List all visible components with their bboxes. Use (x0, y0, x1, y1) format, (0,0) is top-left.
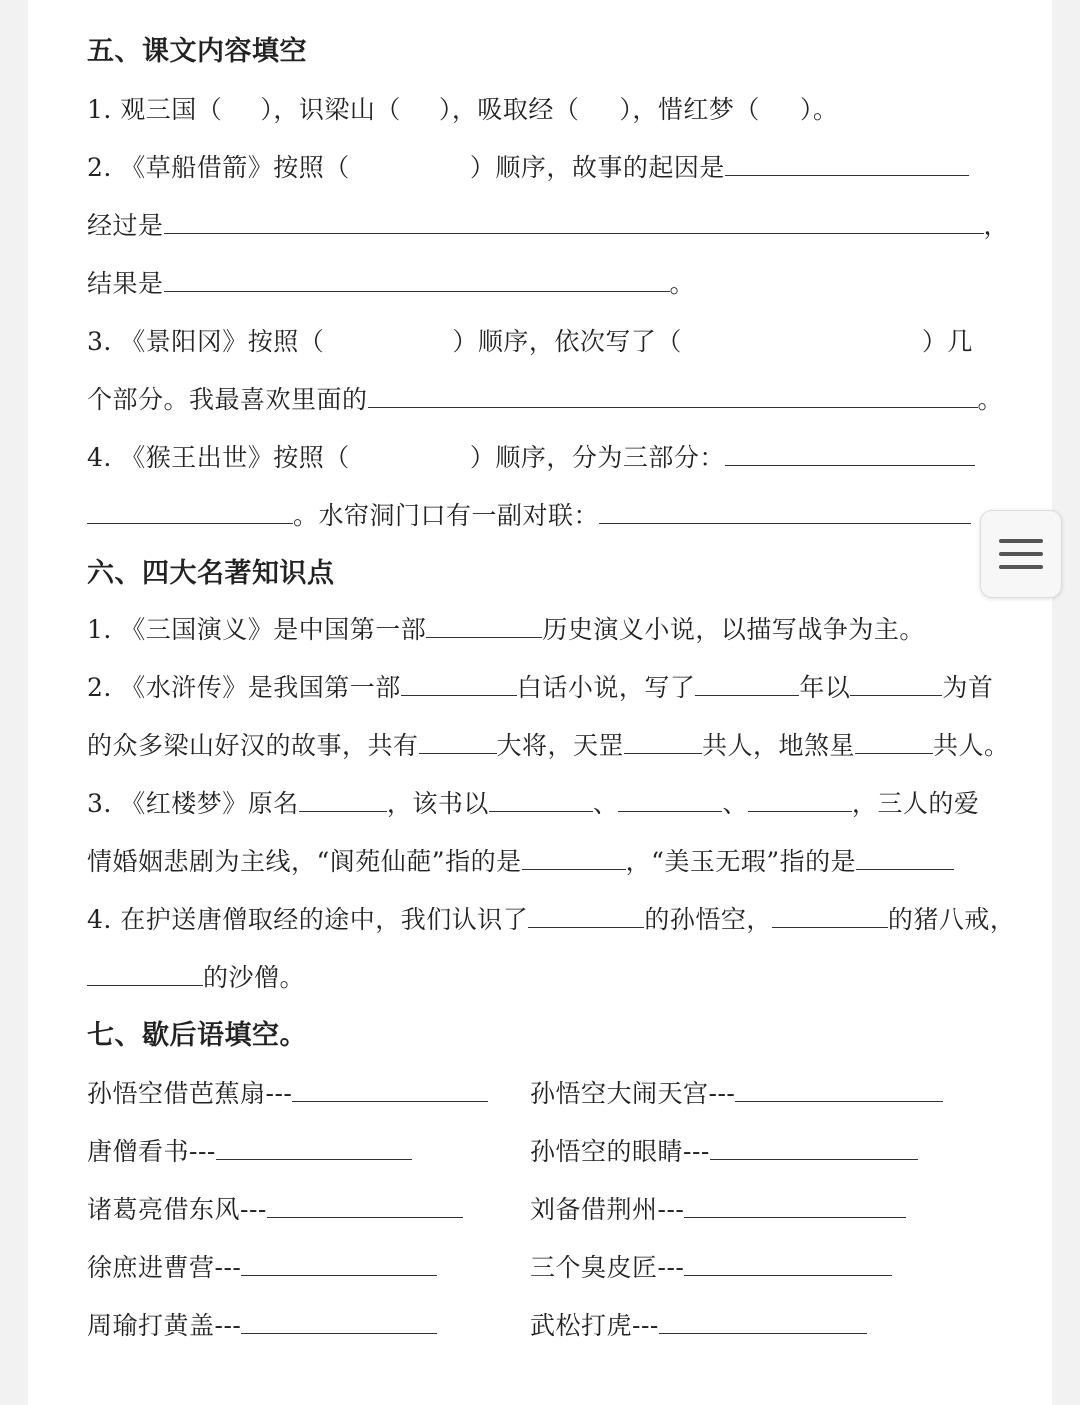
answer-blank (855, 731, 933, 754)
answer-blank (624, 731, 702, 754)
answer-blank (216, 1137, 412, 1160)
sec5-q4-line1: 4. 《猴王出世》按照（ ）顺序，分为三部分： (87, 442, 975, 474)
sec6-q2-line1: 2. 《水浒传》是我国第一部 白话小说，写了 年以 为首 (87, 673, 994, 702)
hamburger-menu-icon (999, 539, 1043, 543)
answer-blank (292, 1079, 488, 1102)
answer-blank (299, 789, 387, 812)
answer-blank (528, 905, 644, 928)
answer-blank (725, 443, 975, 466)
answer-blank (725, 153, 969, 176)
section-7-title: 七、歇后语填空。 (87, 1020, 307, 1051)
answer-blank (419, 731, 497, 754)
sec5-q1: 1. 观三国（ ），识梁山（ ），吸取经（ ），惜红梦（ ）。 (87, 95, 839, 124)
answer-blank (241, 1253, 437, 1276)
answer-blank (87, 963, 203, 986)
proverb-row: 孙悟空借芭蕉扇--- 孙悟空大闹天宫--- (87, 1078, 488, 1110)
section-5-title: 五、课文内容填空 (87, 36, 307, 67)
answer-blank (748, 789, 852, 812)
answer-blank (684, 1195, 906, 1218)
answer-blank (164, 269, 670, 292)
proverb-row: 诸葛亮借东风--- 刘备借荆州--- (87, 1194, 463, 1226)
answer-blank (401, 673, 517, 696)
answer-blank (695, 673, 799, 696)
sec6-q4-line2: 的沙僧。 (87, 962, 305, 994)
answer-blank (241, 1311, 437, 1334)
sec6-q1: 1. 《三国演义》是中国第一部 历史演义小说，以描写战争为主。 (87, 615, 925, 644)
answer-blank (772, 905, 888, 928)
sec5-q4-line2: 。水帘洞门口有一副对联： (87, 500, 971, 532)
section-6-title: 六、四大名著知识点 (87, 558, 335, 589)
answer-blank (735, 1079, 943, 1102)
sec5-q2-line2: 经过是 ， (87, 211, 1010, 240)
proverb-row: 周瑜打黄盖--- 武松打虎--- (87, 1310, 437, 1342)
answer-blank (368, 385, 978, 408)
sec5-q3-line2: 个部分。我最喜欢里面的 。 (87, 385, 1004, 414)
answer-blank (850, 673, 942, 696)
answer-blank (618, 789, 722, 812)
sec5-q2-line3: 结果是 。 (87, 269, 696, 298)
answer-blank (489, 789, 593, 812)
answer-blank (522, 847, 626, 870)
answer-blank (164, 211, 984, 234)
sec6-q3-line2: 情婚姻悲剧为主线，“阆苑仙葩”指的是 ，“美玉无瑕”指的是 (87, 846, 954, 878)
answer-blank (710, 1137, 918, 1160)
floating-menu-button[interactable] (980, 510, 1062, 598)
answer-blank (659, 1311, 867, 1334)
proverb-row: 徐庶进曹营--- 三个臭皮匠--- (87, 1252, 437, 1284)
hamburger-menu-icon (999, 565, 1043, 569)
sec6-q3-line1: 3. 《红楼梦》原名 ，该书以 、 、 ，三人的爱 (87, 789, 980, 818)
answer-blank (87, 501, 293, 524)
hamburger-menu-icon (999, 552, 1043, 556)
sec6-q2-line2: 的众多梁山好汉的故事，共有 大将，天罡 共人，地煞星 共人。 (87, 731, 1010, 760)
sec5-q3-line1: 3. 《景阳冈》按照（ ）顺序，依次写了（ ）几 (87, 327, 973, 356)
sec5-q2-line1: 2. 《草船借箭》按照（ ）顺序，故事的起因是 (87, 152, 969, 184)
answer-blank (684, 1253, 892, 1276)
answer-blank (267, 1195, 463, 1218)
sec6-q4-line1: 4. 在护送唐僧取经的途中，我们认识了 的孙悟空， 的猪八戒， (87, 905, 1016, 934)
answer-blank (856, 847, 954, 870)
answer-blank (599, 501, 971, 524)
proverb-row: 唐僧看书--- 孙悟空的眼睛--- (87, 1136, 412, 1168)
answer-blank (426, 615, 542, 638)
